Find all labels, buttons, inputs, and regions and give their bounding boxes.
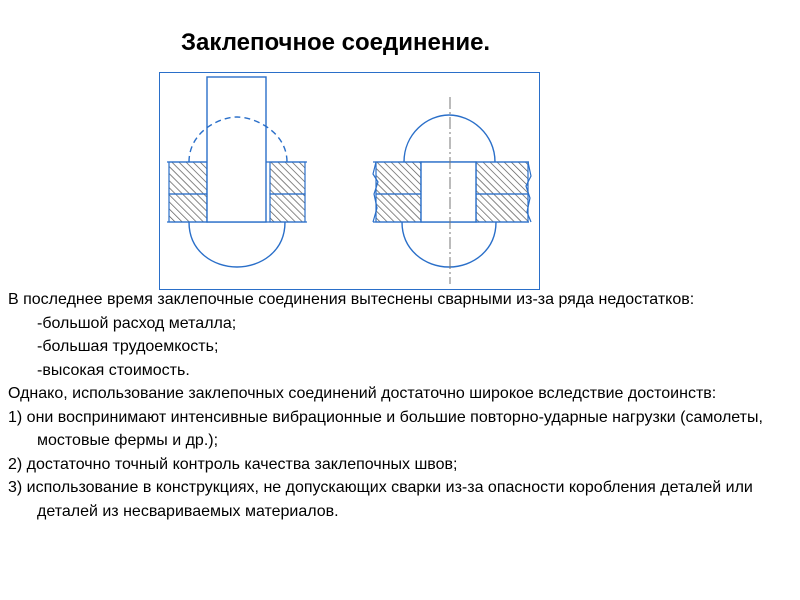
list-item-disadvantage: -большая трудоемкость; — [37, 338, 219, 355]
list-item-advantage: 3) использование в конструкциях, не допускающих сварки из-за опасности коробления деталей или деталей из несвариваемых материалов. — [8, 479, 758, 520]
paragraph-intro: В последнее время заклепочные соединения вытеснены сварными из-за ряда недостатков: — [8, 291, 695, 308]
list-item-advantage: 2) достаточно точный контроль качества заклепочных швов; — [8, 455, 458, 473]
paragraph-advantages-intro: Однако, использование заклепочных соединений достаточно широкое вследствие достоинств: — [8, 385, 717, 402]
list-item-disadvantage: -высокая стоимость. — [37, 361, 190, 379]
rivet-connection-figure — [159, 72, 540, 290]
rivet-connection-drawing-right — [373, 97, 531, 284]
list-item-advantage: 1) они воспринимают интенсивные вибрационные и большие повторно-ударные нагрузки (самолеты, мостовые фермы и др.); — [8, 408, 768, 449]
rivet-connection-drawing-left — [167, 77, 307, 267]
slide-title: Заклепочное соединение. — [181, 29, 491, 56]
body-text — [8, 288, 788, 523]
list-item-disadvantage: -большой расход металла; — [37, 314, 237, 332]
